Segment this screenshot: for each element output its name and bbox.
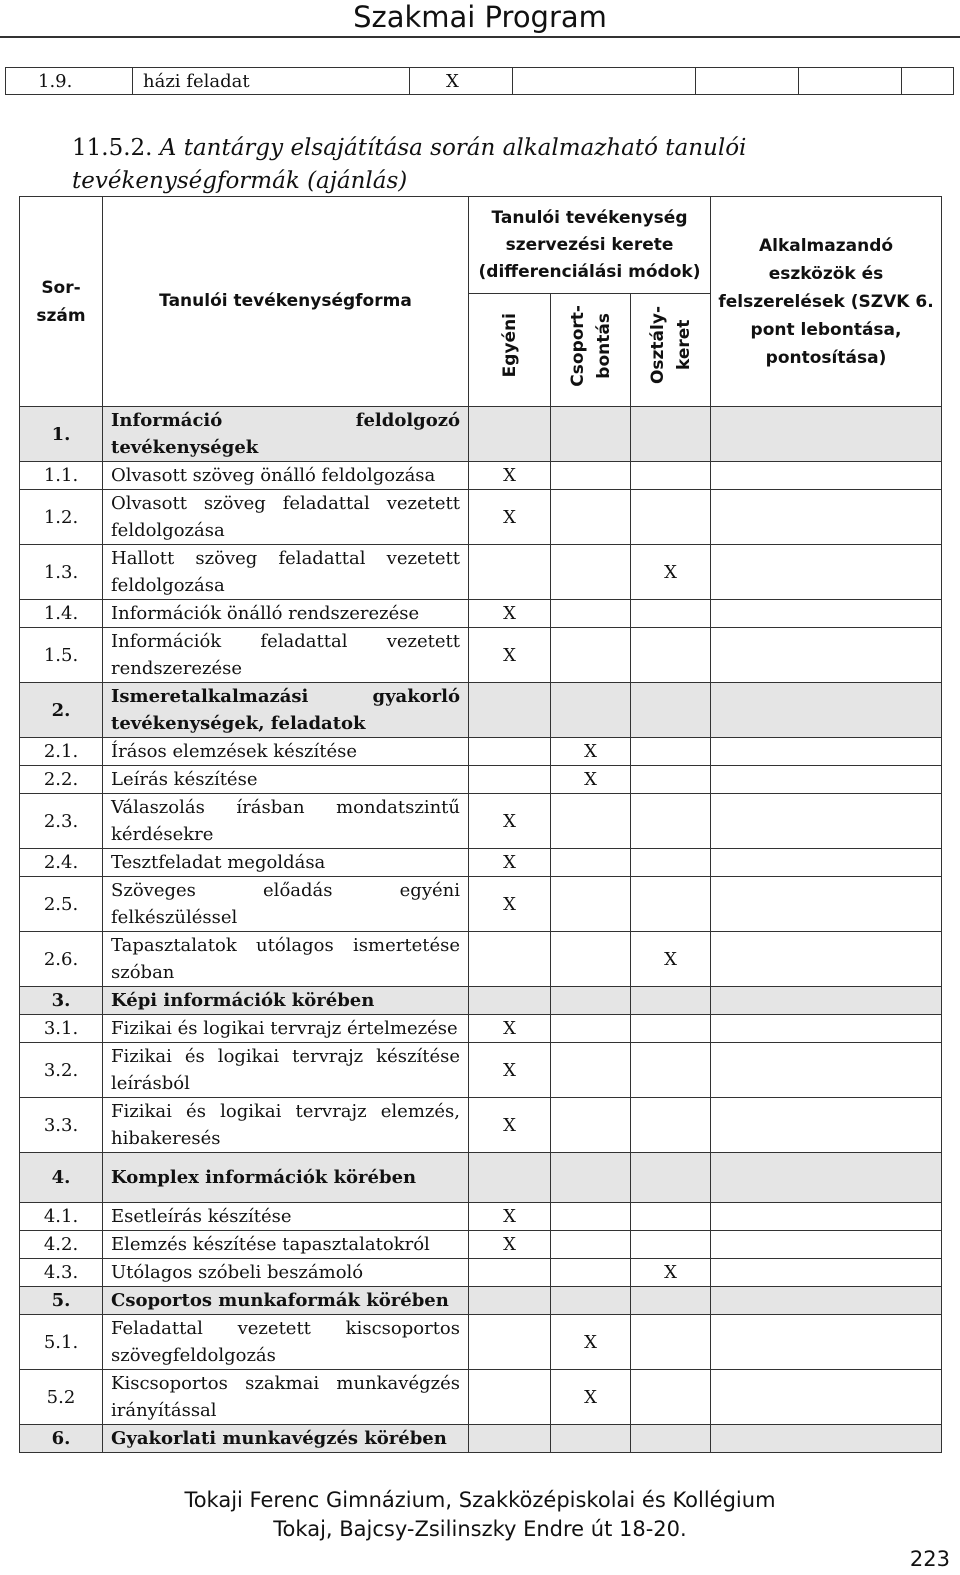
header-sorszam: Sor- szám xyxy=(20,197,103,407)
table-row xyxy=(20,1203,942,1231)
row-activity: Elemzés készítése tapasztalatokról xyxy=(103,1231,469,1259)
row-number: 1. xyxy=(20,407,103,462)
tools-cell xyxy=(711,766,942,794)
tools-cell xyxy=(711,1153,942,1203)
empty-cell xyxy=(696,68,799,95)
table-row xyxy=(20,462,942,490)
mark-egyeni: X xyxy=(469,490,551,545)
row-activity: Komplex információk körében xyxy=(103,1153,469,1203)
section-row xyxy=(20,1287,942,1315)
tools-cell xyxy=(711,1287,942,1315)
mark-csoport: X xyxy=(551,1315,631,1370)
page-number: 223 xyxy=(909,1547,950,1571)
mark-osztaly xyxy=(631,1231,711,1259)
row-number: 4.1. xyxy=(20,1203,103,1231)
row-activity: Információk önálló rendszerezése xyxy=(103,600,469,628)
row-number: 5. xyxy=(20,1287,103,1315)
mark-egyeni xyxy=(469,766,551,794)
mark-csoport xyxy=(551,407,631,462)
mark-osztaly xyxy=(631,462,711,490)
mark-csoport xyxy=(551,877,631,932)
tools-cell xyxy=(711,683,942,738)
activity-table xyxy=(19,196,942,1453)
section-row xyxy=(20,683,942,738)
mark-osztaly xyxy=(631,877,711,932)
table-row xyxy=(20,1370,942,1425)
mark-egyeni xyxy=(469,683,551,738)
tools-cell xyxy=(711,932,942,987)
section-heading xyxy=(72,132,957,198)
mark-csoport xyxy=(551,462,631,490)
row-activity: Ismeretalkalmazási gyakorló tevékenységek, feladatok xyxy=(103,683,469,738)
table-row xyxy=(20,1015,942,1043)
row-activity: Esetleírás készítése xyxy=(103,1203,469,1231)
mark-egyeni: X xyxy=(469,1043,551,1098)
mark-osztaly xyxy=(631,1015,711,1043)
mark-csoport xyxy=(551,1153,631,1203)
row-label: házi feladat xyxy=(133,68,410,95)
page-header-title: Szakmai Program xyxy=(353,0,607,34)
tools-cell xyxy=(711,1231,942,1259)
mark-egyeni xyxy=(469,1315,551,1370)
row-activity: Feladattal vezetett kiscsoportos szövegfeldolgozás xyxy=(103,1315,469,1370)
mark-osztaly xyxy=(631,600,711,628)
mark-csoport xyxy=(551,1425,631,1453)
row-activity: Szöveges előadás egyéni felkészüléssel xyxy=(103,877,469,932)
row-number: 1.4. xyxy=(20,600,103,628)
mark-osztaly xyxy=(631,1043,711,1098)
footer-school-name: Tokaji Ferenc Gimnázium, Szakközépiskolai és Kollégium xyxy=(184,1488,776,1512)
mark-osztaly xyxy=(631,1425,711,1453)
mark-osztaly xyxy=(631,407,711,462)
row-number: 1.1. xyxy=(20,462,103,490)
mark-osztaly xyxy=(631,1098,711,1153)
tools-cell xyxy=(711,462,942,490)
table-header-row xyxy=(20,197,942,294)
header-tools: Alkalmazandó eszközök és felszerelések (SZVK 6. pont lebontása, pontosítása) xyxy=(711,197,942,407)
row-number: 6. xyxy=(20,1425,103,1453)
mark-osztaly xyxy=(631,1370,711,1425)
table-row xyxy=(20,1098,942,1153)
mark-egyeni xyxy=(469,1287,551,1315)
mark-osztaly: X xyxy=(631,545,711,600)
mark-csoport xyxy=(551,628,631,683)
mark-egyeni xyxy=(469,1259,551,1287)
mark-csoport xyxy=(551,545,631,600)
row-number: 5.2 xyxy=(20,1370,103,1425)
table-row xyxy=(20,628,942,683)
tools-cell xyxy=(711,628,942,683)
header-egyeni-label: Egyéni xyxy=(499,313,520,378)
mark-csoport xyxy=(551,1098,631,1153)
mark-osztaly xyxy=(631,738,711,766)
mark-csoport: X xyxy=(551,766,631,794)
row-activity: Válaszolás írásban mondatszintű kérdésekre xyxy=(103,794,469,849)
row-number: 5.1. xyxy=(20,1315,103,1370)
header-osztaly xyxy=(631,294,711,407)
row-activity: Utólagos szóbeli beszámoló xyxy=(103,1259,469,1287)
mark-csoport xyxy=(551,600,631,628)
table-row xyxy=(20,490,942,545)
row-number: 2. xyxy=(20,683,103,738)
row-number: 2.2. xyxy=(20,766,103,794)
empty-cell xyxy=(513,68,696,95)
tools-cell xyxy=(711,1315,942,1370)
row-activity: Hallott szöveg feladattal vezetett feldolgozása xyxy=(103,545,469,600)
mark-egyeni: X xyxy=(469,877,551,932)
mark-osztaly: X xyxy=(631,1259,711,1287)
row-number: 3.3. xyxy=(20,1098,103,1153)
tools-cell xyxy=(711,738,942,766)
mark-egyeni xyxy=(469,1425,551,1453)
row-activity: Kiscsoportos szakmai munkavégzés irányítással xyxy=(103,1370,469,1425)
tools-cell xyxy=(711,1425,942,1453)
mark-osztaly xyxy=(631,1287,711,1315)
table-row xyxy=(20,545,942,600)
header-csoport xyxy=(551,294,631,407)
mark-osztaly xyxy=(631,987,711,1015)
row-activity: Gyakorlati munkavégzés körében xyxy=(103,1425,469,1453)
row-number: 2.1. xyxy=(20,738,103,766)
row-activity: Csoportos munkaformák körében xyxy=(103,1287,469,1315)
table-row xyxy=(20,849,942,877)
mark-csoport: X xyxy=(551,1370,631,1425)
row-activity: Olvasott szöveg feladattal vezetett feldolgozása xyxy=(103,490,469,545)
table-row xyxy=(20,794,942,849)
mark-egyeni: X xyxy=(469,600,551,628)
empty-cell xyxy=(799,68,902,95)
row-number: 4.2. xyxy=(20,1231,103,1259)
mark-csoport: X xyxy=(551,738,631,766)
mark-osztaly xyxy=(631,794,711,849)
mark-csoport xyxy=(551,794,631,849)
row-number: 1.9. xyxy=(6,68,133,95)
section-row xyxy=(20,1153,942,1203)
header-osztaly-label: Osztály- keret xyxy=(647,306,694,385)
row-activity: Információ feldolgozó tevékenységek xyxy=(103,407,469,462)
row-number: 1.2. xyxy=(20,490,103,545)
mark-egyeni xyxy=(469,407,551,462)
section-heading-number: 11.5.2. xyxy=(72,135,153,161)
section-row xyxy=(20,407,942,462)
mark-osztaly: X xyxy=(631,932,711,987)
top-row-table xyxy=(5,67,954,95)
table-row xyxy=(20,877,942,932)
table-row xyxy=(20,738,942,766)
table-row xyxy=(20,1043,942,1098)
empty-cell xyxy=(902,68,954,95)
mark-csoport xyxy=(551,849,631,877)
section-row xyxy=(20,987,942,1015)
tools-cell xyxy=(711,490,942,545)
row-number: 2.3. xyxy=(20,794,103,849)
page-footer xyxy=(0,1486,960,1544)
mark-egyeni xyxy=(469,738,551,766)
mark-egyeni xyxy=(469,932,551,987)
mark-osztaly xyxy=(631,1153,711,1203)
row-activity: Képi információk körében xyxy=(103,987,469,1015)
mark-egyeni xyxy=(469,545,551,600)
row-number: 1.3. xyxy=(20,545,103,600)
mark-csoport xyxy=(551,932,631,987)
row-number: 2.6. xyxy=(20,932,103,987)
tools-cell xyxy=(711,877,942,932)
footer-address: Tokaj, Bajcsy-Zsilinszky Endre út 18-20. xyxy=(273,1517,687,1541)
table-row xyxy=(20,1259,942,1287)
mark-csoport xyxy=(551,1015,631,1043)
mark-egyeni: X xyxy=(469,794,551,849)
mark-osztaly xyxy=(631,628,711,683)
mark-egyeni: X xyxy=(469,849,551,877)
row-number: 3.1. xyxy=(20,1015,103,1043)
mark-osztaly xyxy=(631,1203,711,1231)
tools-cell xyxy=(711,1259,942,1287)
mark-osztaly xyxy=(631,849,711,877)
row-activity: Olvasott szöveg önálló feldolgozása xyxy=(103,462,469,490)
tools-cell xyxy=(711,1015,942,1043)
row-activity: Leírás készítése xyxy=(103,766,469,794)
mark-csoport xyxy=(551,1231,631,1259)
row-activity: Tesztfeladat megoldása xyxy=(103,849,469,877)
tools-cell xyxy=(711,1370,942,1425)
mark-egyeni: X xyxy=(469,462,551,490)
tools-cell xyxy=(711,987,942,1015)
mark-egyeni: X xyxy=(469,1098,551,1153)
section-row xyxy=(20,1425,942,1453)
header-group: Tanulói tevékenység szervezési kerete (differenciálási módok) xyxy=(469,197,711,294)
mark-egyeni: X xyxy=(469,628,551,683)
table-row xyxy=(6,68,954,95)
mark-csoport xyxy=(551,490,631,545)
mark-egyeni xyxy=(469,987,551,1015)
mark-csoport xyxy=(551,1203,631,1231)
row-number: 4.3. xyxy=(20,1259,103,1287)
mark-csoport xyxy=(551,683,631,738)
row-number: 4. xyxy=(20,1153,103,1203)
tools-cell xyxy=(711,794,942,849)
header-csoport-label: Csoport- bontás xyxy=(567,304,614,387)
row-mark: X xyxy=(410,68,513,95)
tools-cell xyxy=(711,407,942,462)
mark-osztaly xyxy=(631,766,711,794)
mark-egyeni: X xyxy=(469,1203,551,1231)
row-activity: Írásos elemzések készítése xyxy=(103,738,469,766)
mark-csoport xyxy=(551,1259,631,1287)
header-rule xyxy=(0,36,960,38)
header-form: Tanulói tevékenységforma xyxy=(103,197,469,407)
mark-osztaly xyxy=(631,1315,711,1370)
row-activity: Fizikai és logikai tervrajz elemzés, hibakeresés xyxy=(103,1098,469,1153)
mark-csoport xyxy=(551,1287,631,1315)
tools-cell xyxy=(711,545,942,600)
table-row xyxy=(20,932,942,987)
mark-egyeni: X xyxy=(469,1231,551,1259)
tools-cell xyxy=(711,1098,942,1153)
tools-cell xyxy=(711,1203,942,1231)
tools-cell xyxy=(711,600,942,628)
table-row xyxy=(20,600,942,628)
row-activity: Fizikai és logikai tervrajz értelmezése xyxy=(103,1015,469,1043)
table-row xyxy=(20,1231,942,1259)
row-activity: Fizikai és logikai tervrajz készítése leírásból xyxy=(103,1043,469,1098)
mark-csoport xyxy=(551,987,631,1015)
row-activity: Tapasztalatok utólagos ismertetése szóban xyxy=(103,932,469,987)
section-heading-text: A tantárgy elsajátítása során alkalmazható tanulói tevékenységformák (ajánlás) xyxy=(72,135,747,194)
tools-cell xyxy=(711,849,942,877)
row-number: 2.5. xyxy=(20,877,103,932)
mark-egyeni xyxy=(469,1370,551,1425)
table-row xyxy=(20,1315,942,1370)
mark-egyeni: X xyxy=(469,1015,551,1043)
tools-cell xyxy=(711,1043,942,1098)
row-number: 3. xyxy=(20,987,103,1015)
mark-osztaly xyxy=(631,490,711,545)
mark-egyeni xyxy=(469,1153,551,1203)
row-activity: Információk feladattal vezetett rendszerezése xyxy=(103,628,469,683)
row-number: 3.2. xyxy=(20,1043,103,1098)
row-number: 2.4. xyxy=(20,849,103,877)
header-egyeni xyxy=(469,294,551,407)
mark-csoport xyxy=(551,1043,631,1098)
row-number: 1.5. xyxy=(20,628,103,683)
table-row xyxy=(20,766,942,794)
mark-osztaly xyxy=(631,683,711,738)
